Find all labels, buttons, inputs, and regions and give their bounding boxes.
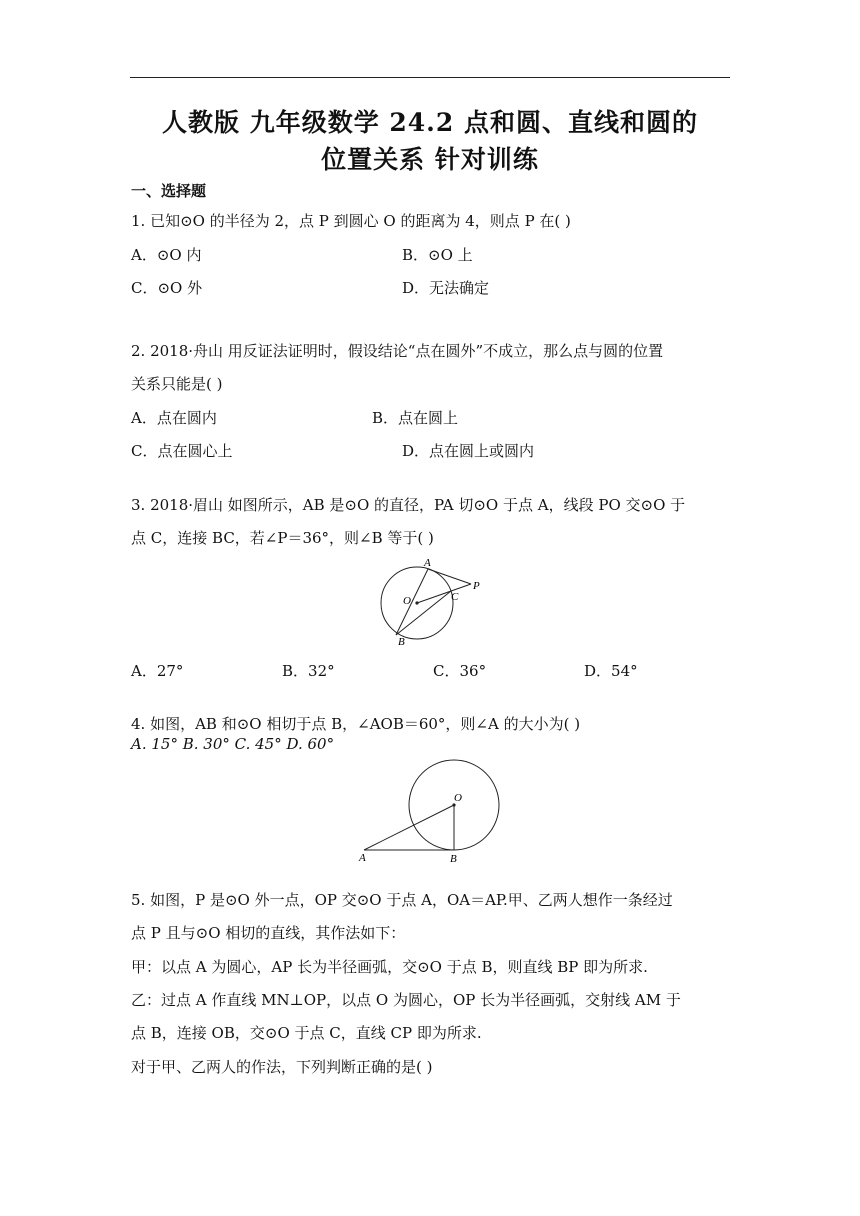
q2-option-a: A．点在圆内 [131,409,217,427]
q3-label-c: C [451,591,459,603]
q2-option-b: B．点在圆上 [372,409,459,427]
question-3-stem-line2: 点 C，连接 BC，若∠P＝36°，则∠B 等于( ) [131,529,434,547]
question-3-stem-line1: 3. 2018·眉山 如图所示，AB 是⊙O 的直径，PA 切⊙O 于点 A，线段 PO 交⊙O 于 [131,496,686,514]
q3-option-d: D．54° [584,662,638,680]
question-5-line1: 5. 如图，P 是⊙O 外一点，OP 交⊙O 于点 A，OA＝AP.甲、乙两人想作一条经过 [131,891,673,909]
q3-option-b: B．32° [282,662,335,680]
section-heading: 一、选择题 [131,182,207,200]
question-5-line3: 甲：以点 A 为圆心，AP 长为半径画弧，交⊙O 于点 B，则直线 BP 即为所求. [131,958,648,976]
question-2-stem-line1: 2. 2018·舟山 用反证法证明时，假设结论“点在圆外”不成立，那么点与圆的位置 [131,342,664,360]
q1-option-b: B．⊙O 上 [402,246,473,264]
q3-option-c: C．36° [433,662,487,680]
q3-label-o: O [403,595,411,607]
question-4-choices: A. 15° B. 30° C. 45° D. 60° [131,735,335,753]
question-2-stem-line2: 关系只能是( ) [131,375,223,393]
q4-figure [350,755,510,867]
q4-segment-ao [364,805,454,850]
q3-figure [370,556,490,648]
q2-option-d: D．点在圆上或圆内 [402,442,535,460]
question-5-line2: 点 P 且与⊙O 相切的直线，其作法如下： [131,924,406,942]
q3-segment-po [417,584,471,603]
question-4-stem: 4. 如图，AB 和⊙O 相切于点 B，∠AOB＝60°，则∠A 的大小为( ) [131,715,581,733]
q1-option-a: A．⊙O 内 [131,246,202,264]
question-1-stem: 1. 已知⊙O 的半径为 2，点 P 到圆心 O 的距离为 4，则点 P 在( ) [131,212,571,230]
q3-center-dot [415,601,418,604]
question-5-line6: 对于甲、乙两人的作法，下列判断正确的是( ) [131,1058,433,1076]
q3-option-a: A．27° [131,662,184,680]
header-rule [130,77,730,78]
page-title-line2: 位置关系 针对训练 [321,145,539,174]
q3-label-p: P [473,580,480,592]
q3-label-a: A [424,557,431,569]
q4-label-o: O [454,792,462,804]
q3-tangent-pa [428,569,471,584]
q3-label-b: B [398,636,405,648]
q1-option-c: C．⊙O 外 [131,279,203,297]
q4-label-a: A [359,852,366,864]
q1-option-d: D．无法确定 [402,279,490,297]
q4-label-b: B [450,853,457,865]
q3-diameter-ab [396,569,428,635]
q2-option-c: C．点在圆心上 [131,442,233,460]
question-5-line5: 点 B，连接 OB，交⊙O 于点 C，直线 CP 即为所求. [131,1024,482,1042]
page-title-line1: 人教版 九年级数学 24.2 点和圆、直线和圆的 [161,108,698,137]
question-5-line4: 乙：过点 A 作直线 MN⊥OP，以点 O 为圆心，OP 长为半径画弧，交射线 AM 于 [131,991,681,1009]
